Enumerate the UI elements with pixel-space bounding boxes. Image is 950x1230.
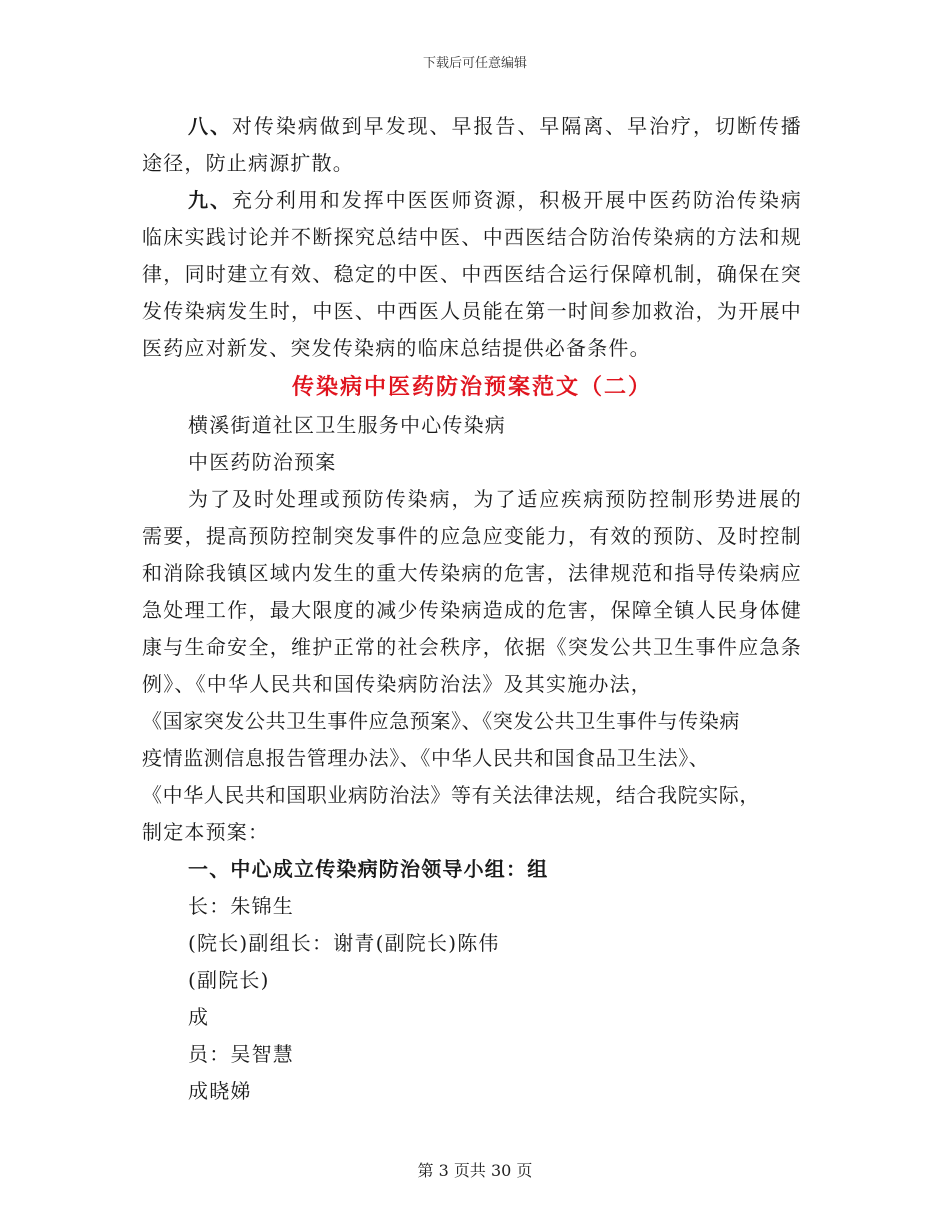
page-number: 第 3 页共 30 页 — [417, 1161, 533, 1180]
deputy-line: (院长)副组长：谢青(副院长)陈伟 — [188, 931, 500, 955]
page-header-note: 下载后可任意编辑 — [422, 56, 527, 71]
leader-line: 长：朱锦生 — [188, 894, 294, 918]
deputy-title-line: (副院长) — [188, 968, 270, 992]
section-title: 传染病中医药防治预案范文（二） — [291, 374, 652, 400]
laws-line-1: 《国家突发公共卫生事件应急预案》、《突发公共卫生事件与传染病 — [142, 709, 740, 733]
org-line-2: 中医药防治预案 — [188, 450, 337, 474]
item-nine-lead: 九、 — [188, 188, 232, 212]
member-line-2: 成晓娣 — [188, 1079, 252, 1103]
item-eight-lead: 八、 — [188, 114, 232, 138]
member-label-line: 成 — [188, 1005, 210, 1029]
laws-line-4: 制定本预案： — [142, 820, 270, 844]
document-body — [142, 108, 802, 1110]
laws-line-2: 疫情监测信息报告管理办法》、《中华人民共和国食品卫生法》、 — [142, 746, 710, 770]
group-heading: 一、中心成立传染病防治领导小组：组 — [188, 857, 549, 881]
item-nine-text: 充分利用和发挥中医医师资源，积极开展中医药防治传染病临床实践讨论并不断探究总结中医、中西医结合防治传染病的方法和规律，同时建立有效、稳定的中医、中西医结合运行保障机制，确保在突发传染病发生时，中医、中西医人员能在第一时间参加救治，为开展中医药应对新发、突发传染病的临床总结提供必备条件。 — [142, 188, 803, 360]
org-line-1: 横溪街道社区卫生服务中心传染病 — [188, 413, 506, 437]
member-line-1: 员：吴智慧 — [188, 1042, 294, 1066]
intro-paragraph: 为了及时处理或预防传染病，为了适应疾病预防控制形势进展的需要，提高预防控制突发事件的应急应变能力，有效的预防、及时控制和消除我镇区域内发生的重大传染病的危害，法律规范和指导传染病应急处理工作，最大限度的减少传染病造成的危害，保障全镇人民身体健康与生命安全，维护正常的社会秩序，依据《突发公共卫生事件应急条例》、《中华人民共和国传染病防治法》及其实施办法， — [142, 487, 802, 696]
item-nine — [142, 182, 802, 367]
laws-line-3: 《中华人民共和国职业病防治法》等有关法律法规，结合我院实际， — [142, 783, 760, 807]
item-eight — [142, 108, 802, 182]
item-eight-text: 对传染病做到早发现、早报告、早隔离、早治疗，切断传播途径，防止病源扩散。 — [142, 114, 803, 175]
